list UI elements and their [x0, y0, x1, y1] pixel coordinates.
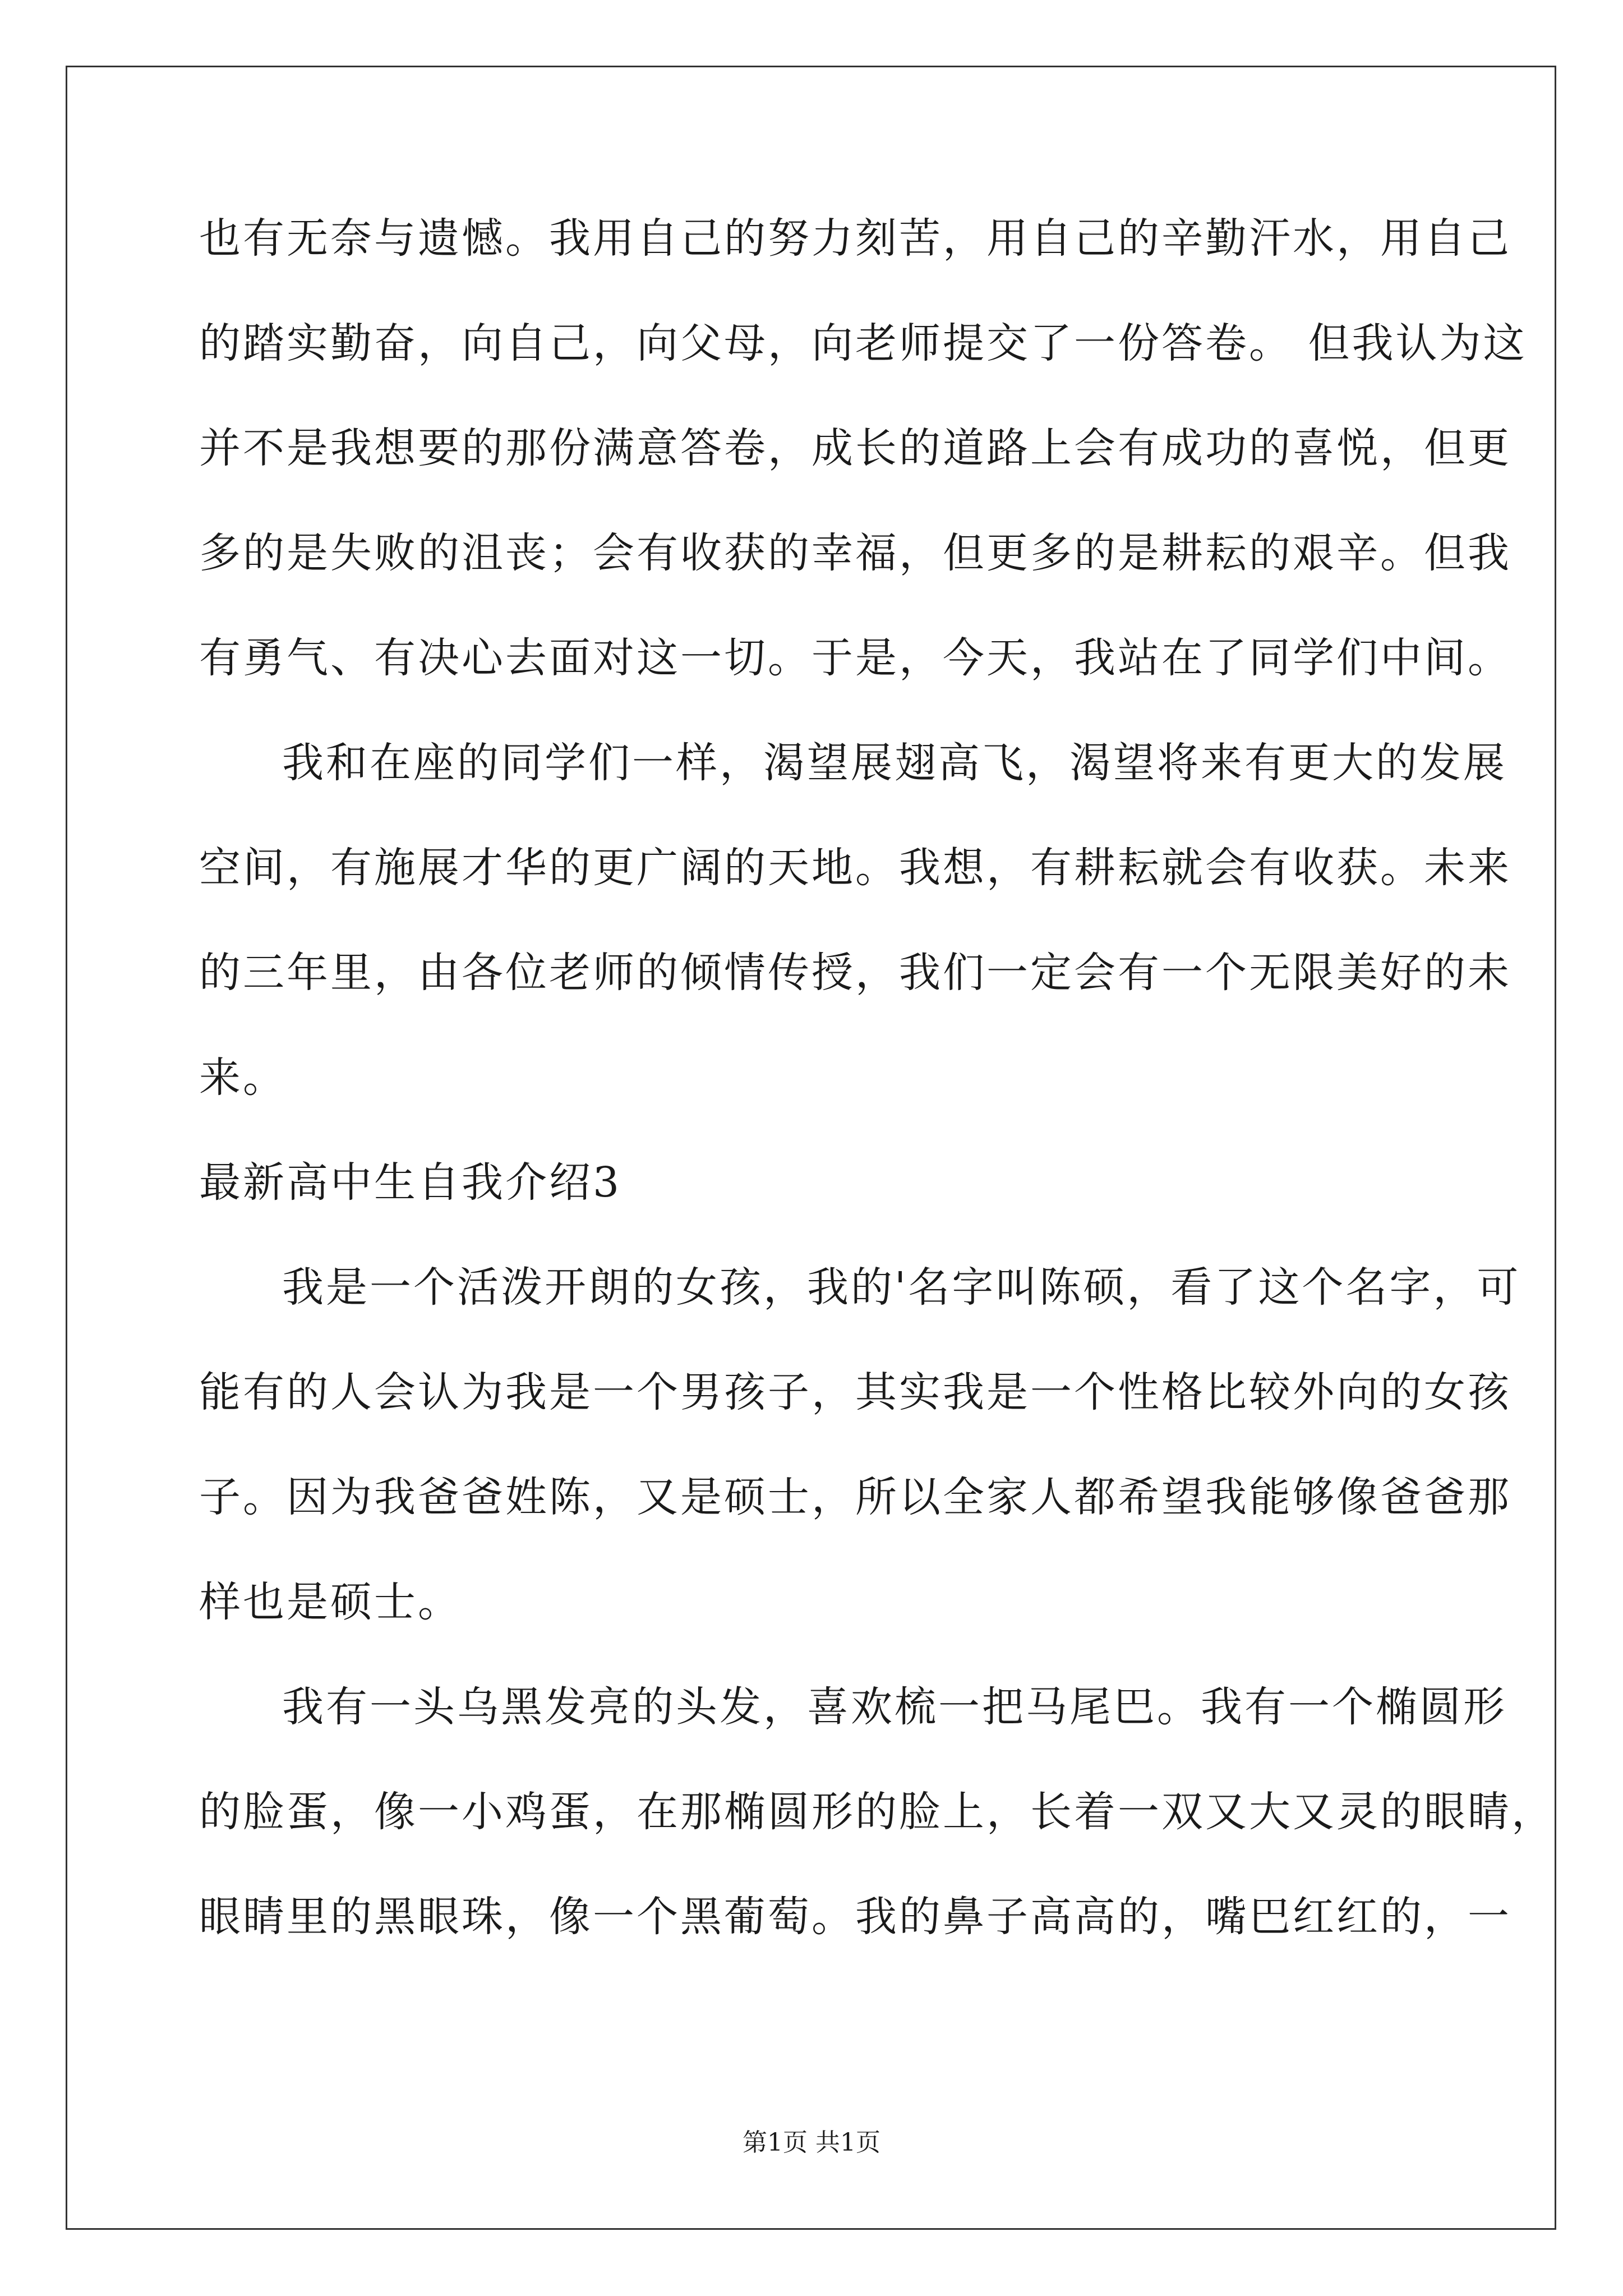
text-line: 能有的人会认为我是一个男孩子，其实我是一个性格比较外向的女孩 — [199, 1368, 1511, 1416]
text-line: 的踏实勤奋，向自己，向父母，向老师提交了一份答卷。 但我认为这 — [199, 319, 1527, 367]
text-line: 多的是失败的沮丧；会有收获的幸福，但更多的是耕耘的艰辛。但我 — [199, 529, 1511, 577]
paragraph-first-line: 我是一个活泼开朗的女孩，我的'名字叫陈硕，看了这个名字，可 — [282, 1263, 1521, 1312]
paragraph-first-line: 我有一头乌黑发亮的头发，喜欢梳一把马尾巴。我有一个椭圆形 — [282, 1683, 1507, 1731]
page-footer: 第1页 共1页 — [743, 2128, 880, 2157]
text-line: 眼睛里的黑眼珠，像一个黑葡萄。我的鼻子高高的，嘴巴红红的，一 — [199, 1893, 1511, 1941]
text-line: 来。 — [199, 1053, 287, 1102]
text-line: 空间，有施展才华的更广阔的天地。我想，有耕耘就会有收获。未来 — [199, 844, 1511, 892]
text-line: 的三年里，由各位老师的倾情传授，我们一定会有一个无限美好的未 — [199, 949, 1511, 997]
text-line: 子。因为我爸爸姓陈，又是硕士，所以全家人都希望我能够像爸爸那 — [199, 1473, 1511, 1521]
text-line: 并不是我想要的那份满意答卷，成长的道路上会有成功的喜悦，但更 — [199, 424, 1511, 472]
text-line: 的脸蛋，像一小鸡蛋，在那椭圆形的脸上，长着一双又大又灵的眼睛， — [199, 1788, 1555, 1836]
text-line: 也有无奈与遗憾。我用自己的努力刻苦，用自己的辛勤汗水，用自己 — [199, 214, 1511, 263]
text-line: 样也是硕士。 — [199, 1578, 462, 1626]
text-line: 有勇气、有决心去面对这一切。于是，今天，我站在了同学们中间。 — [199, 634, 1511, 682]
section-heading: 最新高中生自我介绍3 — [199, 1158, 622, 1207]
paragraph-first-line: 我和在座的同学们一样，渴望展翅高飞，渴望将来有更大的发展 — [282, 739, 1507, 787]
